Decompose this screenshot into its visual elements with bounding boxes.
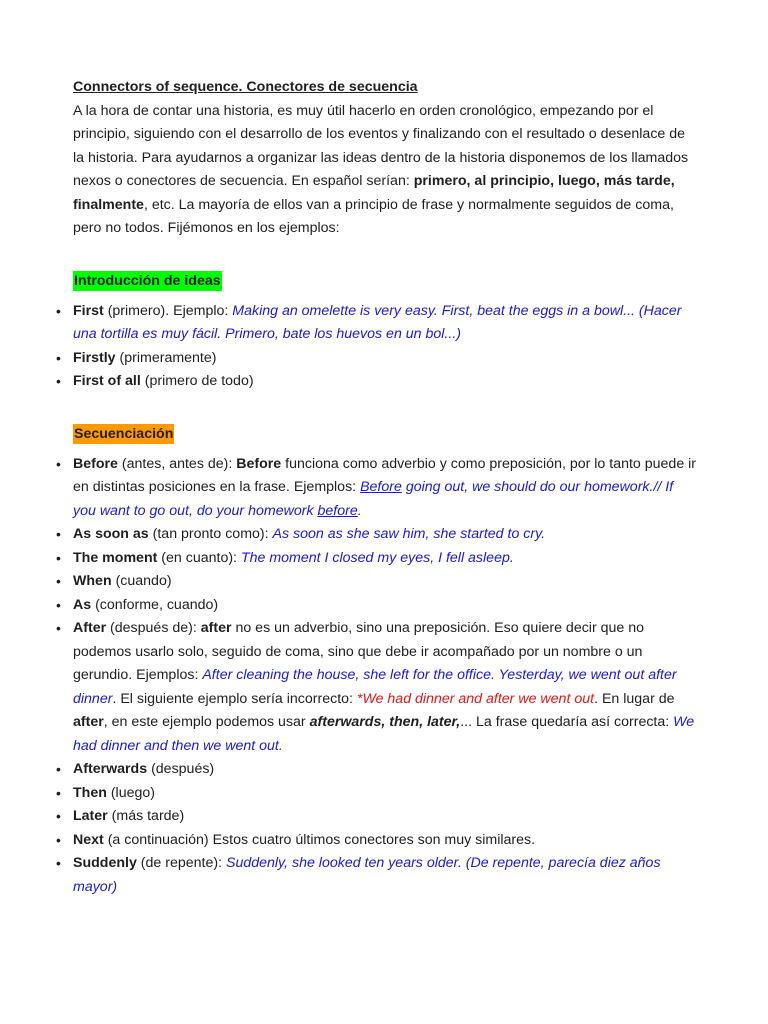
bullet-icon: • <box>56 373 61 389</box>
example: Suddenly, she looked ten years older. (De repente, parecía diez años mayor) <box>73 855 661 895</box>
term: First of all <box>73 373 141 389</box>
bullet-icon: • <box>56 596 61 613</box>
example: The moment I closed my eyes, I fell asleep. <box>240 549 514 566</box>
bullet-icon: • <box>56 620 61 636</box>
list-item-then <box>56 782 698 806</box>
spacer <box>73 394 698 418</box>
description: (tan pronto como): <box>148 526 273 542</box>
description: (después de): <box>106 620 201 636</box>
description: (en cuanto): <box>157 549 241 566</box>
description: (antes, antes de): <box>117 455 237 472</box>
description: (más tarde) <box>107 808 185 824</box>
term: Later <box>73 808 108 824</box>
list-item-firstly <box>56 347 698 371</box>
bullet-icon: • <box>56 784 61 801</box>
term: Suddenly <box>73 855 137 871</box>
term: The moment <box>73 549 158 566</box>
term: As <box>73 596 92 613</box>
intro-bold-connectors: primero, al principio, luego, más tarde, finalmente <box>73 173 675 213</box>
list-item-as-soon-as <box>56 523 698 547</box>
intro-paragraph <box>73 100 698 241</box>
section-heading-introduction <box>73 264 698 300</box>
list-item-as <box>56 594 698 618</box>
term: Then <box>73 784 107 801</box>
example-end: . <box>357 502 362 519</box>
list-item-after <box>56 617 698 758</box>
alternatives: afterwards, then, later, <box>309 714 461 730</box>
description: (primeramente) <box>115 349 217 366</box>
bullet-icon: • <box>56 302 61 319</box>
introduction-list <box>56 300 698 394</box>
description: (de repente): <box>136 855 226 871</box>
bullet-icon: • <box>56 549 61 566</box>
example: going out, we should do our homework.// If you want to go out, do your homework <box>73 479 674 519</box>
term: Next <box>73 831 104 848</box>
term-inline: after <box>200 620 232 636</box>
description: . El siguiente ejemplo sería incorrecto: <box>112 690 357 707</box>
description: no es un adverbio, sino una preposición. Eso quiere decir que no podemos usarlo solo, seguido de coma, sino que debe ir acompañado por un nombre o un gerundio. Ejemplos: <box>73 620 645 683</box>
description: funciona como adverbio y como preposición, por lo tanto puede ir en distintas posiciones en la frase. Ejemplos: <box>73 455 697 495</box>
bullet-icon: • <box>56 455 61 472</box>
list-item-suddenly <box>56 852 698 899</box>
section-heading-sequencing <box>73 417 698 453</box>
term-inline: after <box>73 714 104 730</box>
bullet-icon: • <box>56 526 61 542</box>
description: , en este ejemplo podemos usar <box>103 714 310 730</box>
description: (luego) <box>106 784 155 801</box>
term: After <box>73 620 107 636</box>
description: (primero). Ejemplo: <box>103 302 233 319</box>
term: As soon as <box>73 526 149 542</box>
list-item-afterwards <box>56 758 698 782</box>
bullet-icon: • <box>56 761 61 777</box>
bullet-icon: • <box>56 573 61 589</box>
list-item-the-moment <box>56 547 698 571</box>
term: Afterwards <box>73 761 148 777</box>
description: ... La frase quedaría así correcta: <box>460 714 674 730</box>
example: After cleaning the house, she left for the office. Yesterday, we went out after dinner <box>73 667 677 707</box>
list-item-first-of-all <box>56 370 698 394</box>
description: (a continuación) Estos cuatro últimos conectores son muy similares. <box>103 831 536 848</box>
bullet-icon: • <box>56 349 61 366</box>
example: Making an omelette is very easy. First, beat the eggs in a bowl... (Hacer una tortilla es muy fácil. Primero, bate los huevos en un bol...) <box>73 302 682 342</box>
description: (primero de todo) <box>140 373 254 389</box>
list-item-before <box>56 453 698 524</box>
example: As soon as she saw him, she started to cry. <box>272 526 546 542</box>
highlighted-heading: Secuenciación <box>74 426 174 442</box>
sequencing-list <box>56 453 698 900</box>
term: Firstly <box>73 349 116 366</box>
term: Before <box>73 455 118 472</box>
highlighted-heading: Introducción de ideas <box>74 273 221 289</box>
term: When <box>73 573 112 589</box>
bullet-icon: • <box>56 855 61 871</box>
example-underlined: before <box>317 502 358 519</box>
document-body <box>56 76 698 899</box>
term-inline: Before <box>236 455 282 472</box>
intro-text-1: A la hora de contar una historia, es muy útil hacerlo en orden cronológico, empezando por el principio, siguiendo con el desarrollo de los eventos y finalizando con el resultado o desenlace de la historia. Para ayudarnos a organizar las ideas dentro de la historia disponemos de los llamados nexos o conectores de secuencia. En español serían: <box>73 102 689 189</box>
list-item-later <box>56 805 698 829</box>
incorrect-example: *We had dinner and after we went out <box>356 690 595 707</box>
term: First <box>73 302 104 319</box>
description: (después) <box>147 761 215 777</box>
intro-text-2: , etc. La mayoría de ellos van a principio de frase y normalmente seguidos de coma, pero no todos. Fijémonos en los ejemplos: <box>73 196 674 236</box>
example: We had dinner and then we went out. <box>73 714 695 754</box>
list-item-first <box>56 300 698 347</box>
bullet-icon: • <box>56 808 61 824</box>
list-item-when <box>56 570 698 594</box>
spacer <box>73 241 698 265</box>
example-underlined: Before <box>360 479 402 495</box>
description: (conforme, cuando) <box>91 596 219 613</box>
bullet-icon: • <box>56 831 61 848</box>
page-title: Connectors of sequence. Conectores de secuencia <box>73 79 418 95</box>
list-item-next <box>56 829 698 853</box>
description: (cuando) <box>111 573 172 589</box>
description: . En lugar de <box>594 690 675 707</box>
